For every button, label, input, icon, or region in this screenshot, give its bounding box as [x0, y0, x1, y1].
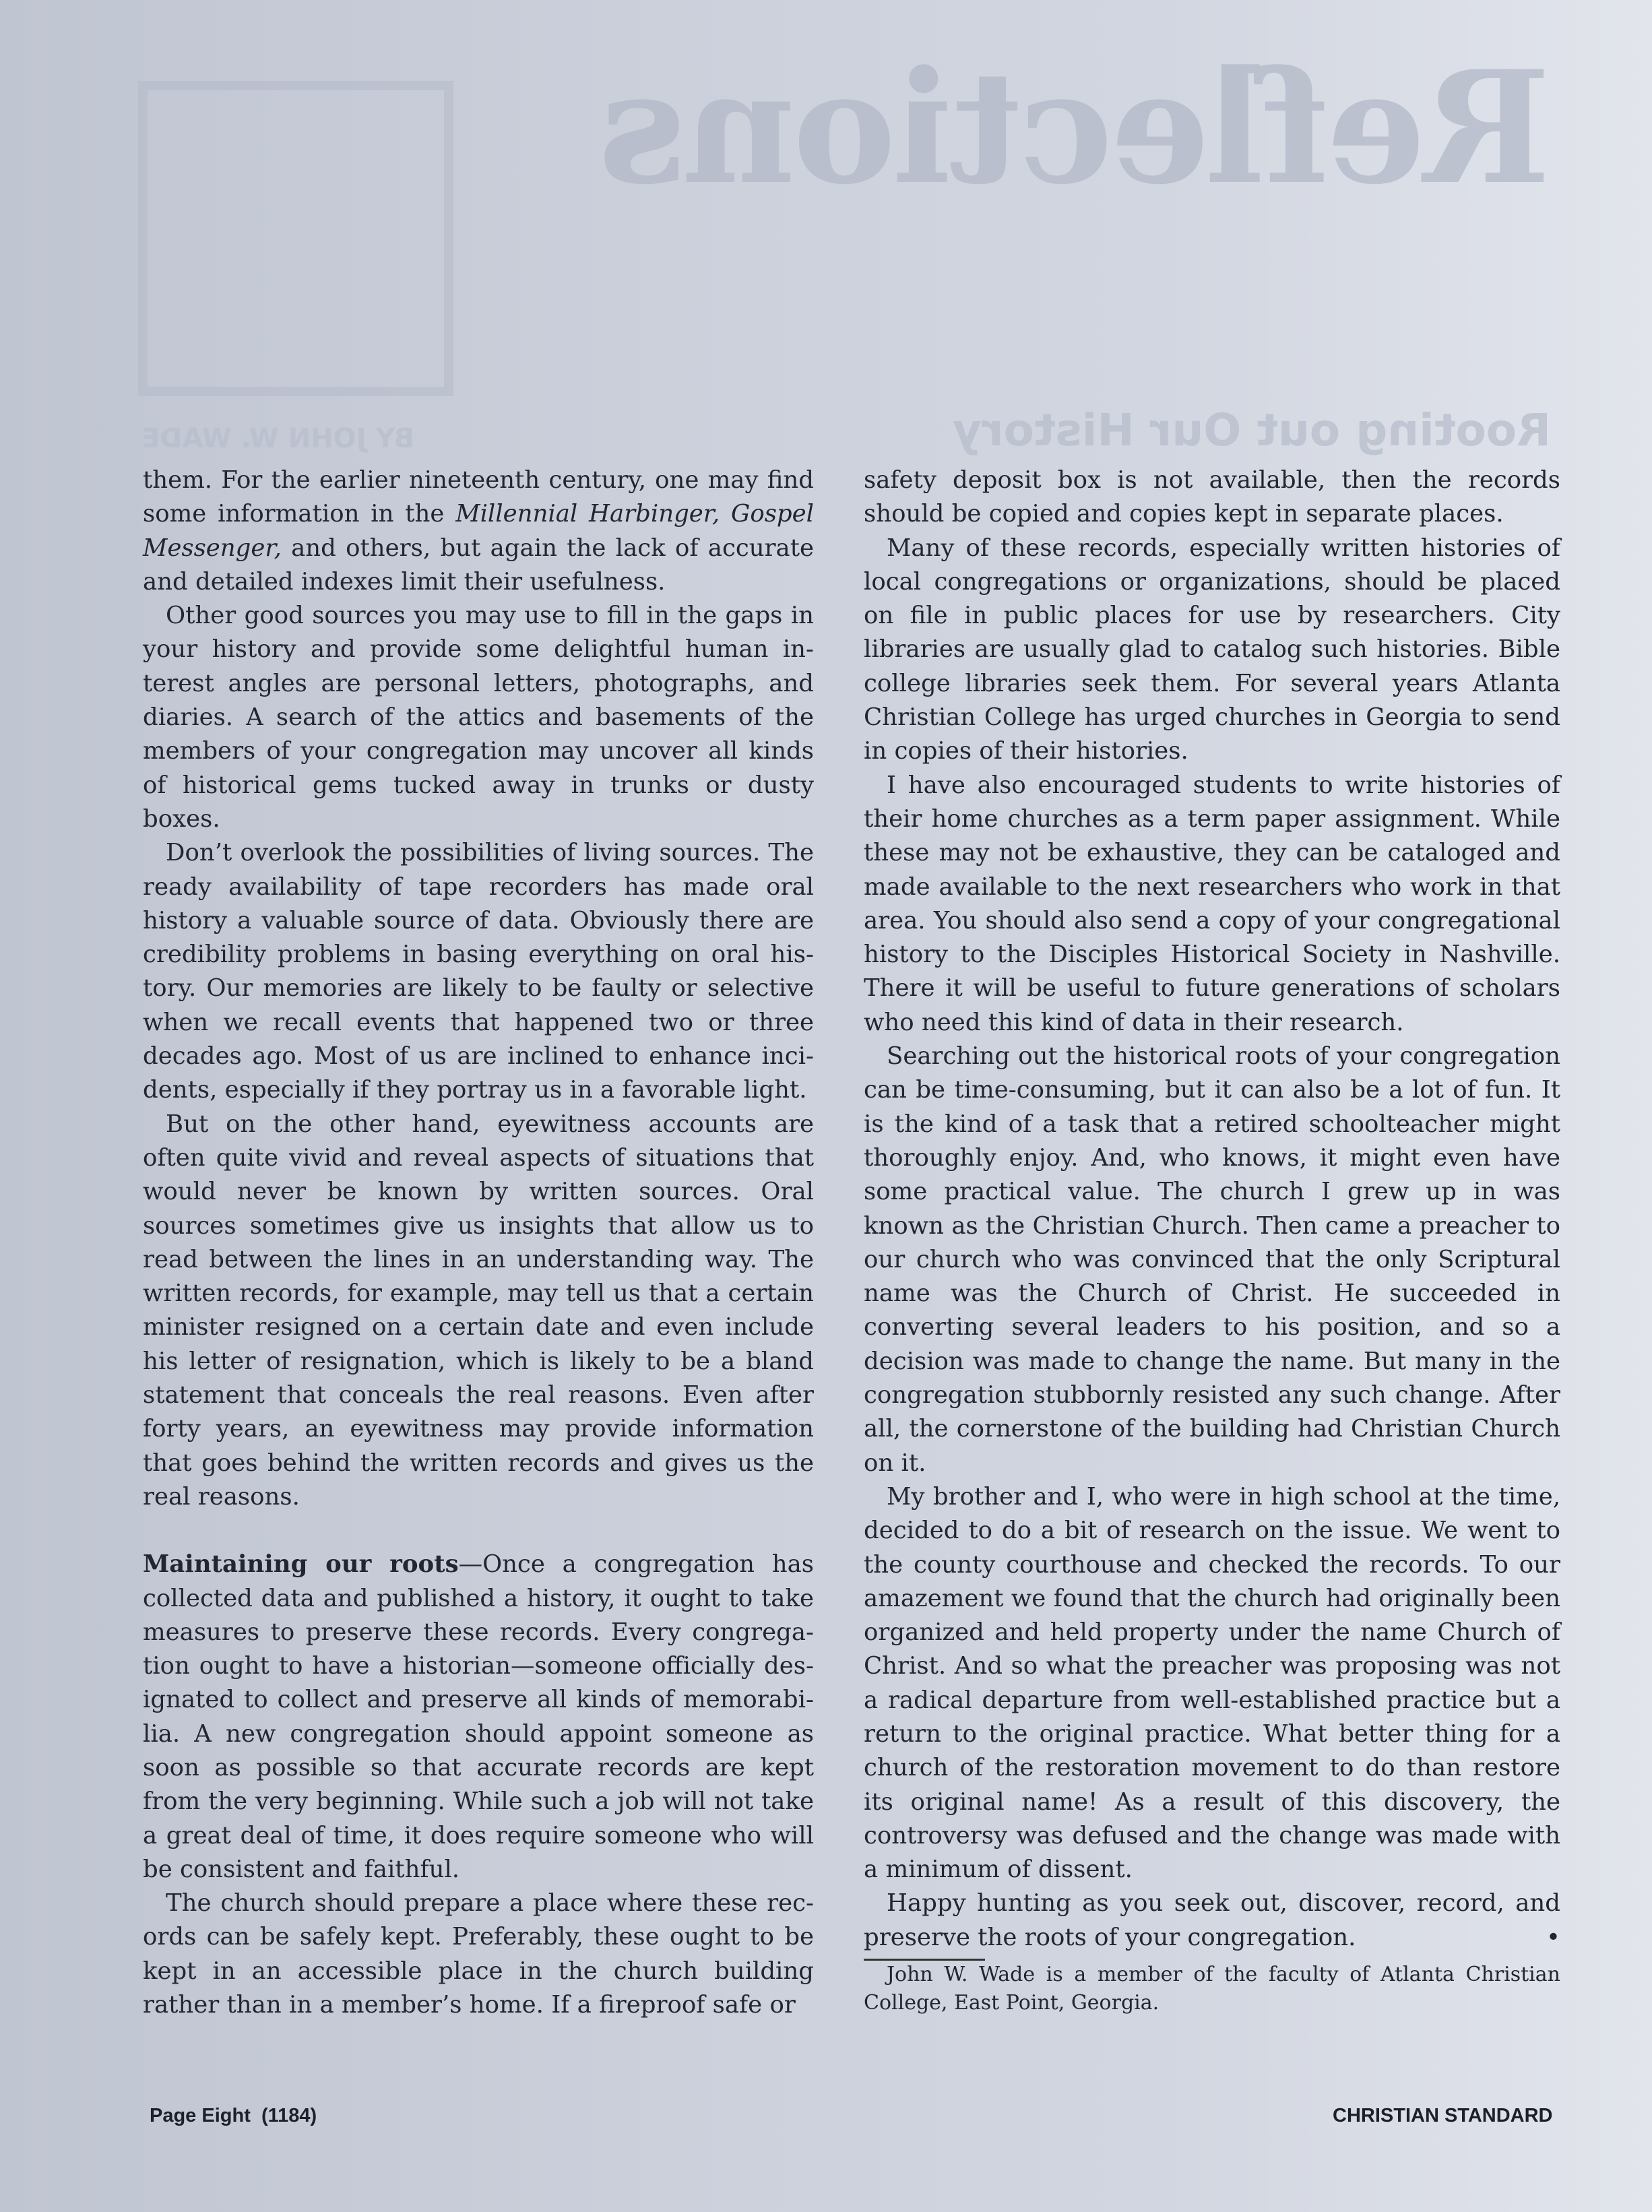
left-paragraph-1 — [143, 464, 814, 599]
left-paragraph-6: The church should prepare a place where these records can be safely kept. Preferably, these ought to be kept in an accessible place in the church building rather than in a member’s home. If a fireproof safe or — [143, 1889, 814, 2019]
right-column — [864, 464, 1560, 2017]
page-number: (1184) — [261, 2105, 317, 2126]
footer-publication: CHRISTIAN STANDARD — [1333, 2105, 1553, 2126]
left-column — [143, 464, 814, 2022]
text: —Once a congregation has collected data and published a history, it ought to take measures to preserve these records. Every congregation ought to have a historian—someone officially designated to collect and preserve all kinds of memorabilia. A new congregation should appoint someone as soon as possible so that accurate records are kept from the very beginning. While such a job will not take a great deal of time, it does require someone who will be consistent and faithful. — [143, 1550, 814, 1883]
right-paragraph-4: Searching out the historical roots of your congregation can be time-consuming, but it can also be a lot of fun. It is the kind of a task that a retired schoolteacher might thoroughly enjoy. And, who knows, it might even have some practical value. The church I grew up in was known as the Christian Church. Then came a preacher to our church who was convinced that the only Scriptural name was the Church of Christ. He succeeded in converting several leaders to his position, and so a decision was made to change the name. But many in the congregation stubbornly resisted any such change. After all, the cornerstone of the building had Christian Church on it. — [864, 1042, 1560, 1477]
text: them. For the earlier nineteenth century, one may find some information in the — [143, 466, 814, 528]
right-paragraph-5: My brother and I, who were in high school at the time, decided to do a bit of research on the issue. We went to the county courthouse and checked the records. To our amazement we found that the church had originally been organized and held property under the name Church of Christ. And so what the preacher was proposing was not a radical departure from well-established practice but a return to the original practice. What better thing for a church of the restoration movement to do than restore its original name! As a result of this discovery, the controversy was defused and the change was made with a minimum of dissent. — [864, 1482, 1560, 1884]
left-paragraph-3: Don’t overlook the possibilities of living sources. The ready availability of tape recorders has made oral history a valuable source of data. Obviously there are credibility problems in basing everything on oral history. Our memories are likely to be faulty or selective when we recall events that happened two or three decades ago. Most of us are inclined to enhance incidents, especially if they portray us in a favorable light. — [143, 839, 814, 1104]
bleed-through-byline: BY JOHN W. WADE — [141, 423, 414, 454]
bleed-through-subtitle: Rooting out Our History — [953, 404, 1551, 456]
section-heading: Maintaining our roots — [143, 1550, 459, 1579]
text: Happy hunting as you seek out, discover, record, and preserve the roots of your congregation. — [864, 1889, 1560, 1951]
text: and others, but again the lack of accurate and detailed indexes limit their usefulness. — [143, 534, 814, 596]
left-paragraph-4: But on the other hand, eyewitness accounts are often quite vivid and reveal aspects of situations that would never be known by written sources. Oral sources sometimes give us insights that allow us to read between the lines in an understanding way. The written records, for example, may tell us that a certain minister resigned on a certain date and even include his letter of resignation, which is likely to be a bland statement that conceals the real reasons. Even after forty years, an eyewitness may provide information that goes behind the written records and gives us the real reasons. — [143, 1110, 814, 1511]
left-paragraph-5 — [143, 1548, 814, 1887]
right-paragraph-6 — [864, 1887, 1560, 1955]
bleed-through-logo-box — [138, 81, 453, 396]
italic-titles: Millennial Harbinger, Gospel Messenger, — [143, 500, 815, 562]
bleed-through-title: Reflections — [601, 37, 1551, 219]
right-paragraph-3: I have also encouraged students to write histories of their home churches as a term paper assignment. While these may not be exhaustive, they can be cataloged and made available to the next researchers who work in that area. You should also send a copy of your congregational history to the Disciples Historical Society in Nashville. There it will be useful to future generations of scholars who need this kind of data in their research. — [864, 771, 1560, 1036]
page-label: Page Eight — [150, 2105, 251, 2126]
end-mark: • — [1546, 1923, 1560, 1951]
left-paragraph-2: Other good sources you may use to fill in the gaps in your history and provide some delightful human interest angles are personal letters, photographs, and diaries. A search of the attics and basements of the members of your congregation may uncover all kinds of historical gems tucked away in trunks or dusty boxes. — [143, 602, 814, 833]
right-paragraph-2: Many of these records, especially written histories of local congregations or organizations, should be placed on file in public places for use by researchers. City libraries are usually glad to catalog such histories. Bible college libraries seek them. For several years Atlanta Christian College has urged churches in Georgia to send in copies of their histories. — [864, 534, 1560, 765]
footer-page-label — [150, 2105, 317, 2127]
author-bio: John W. Wade is a member of the faculty of Atlanta Christian College, East Point, Georgia. — [864, 1963, 1560, 2015]
right-paragraph-1: safety deposit box is not available, then the records should be copied and copies kept in separate places. — [864, 466, 1560, 528]
